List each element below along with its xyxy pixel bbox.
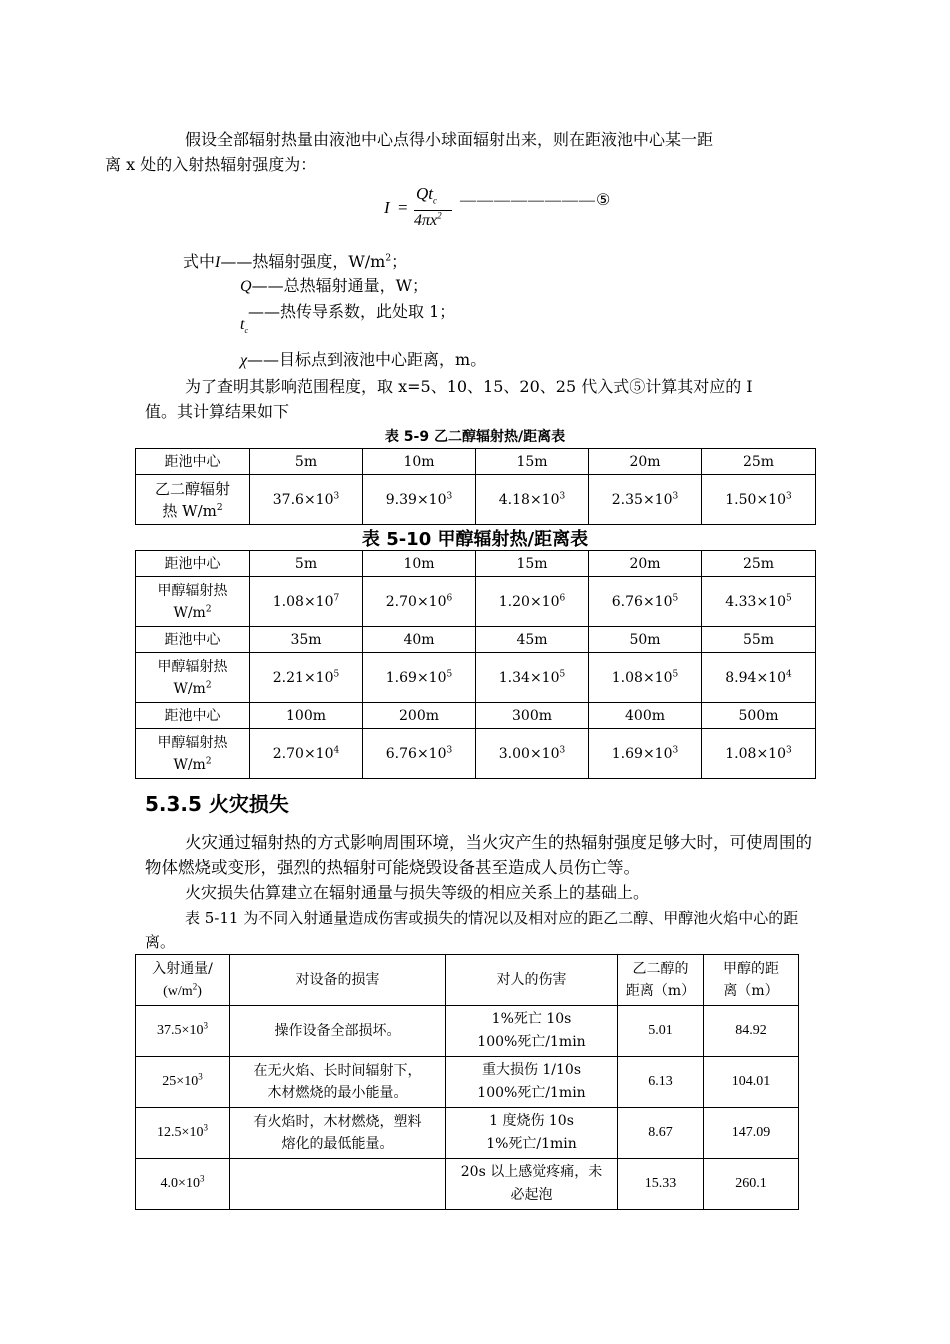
- formula-number: ————————⑤: [460, 192, 612, 209]
- definition-i: 式中I——热辐射强度，$W/m^2$；: [183, 252, 408, 271]
- table-row: 乙二醇辐射 热 $W/m^2$ $37.6\times 10^3$ $9.39\times 10^3$ $4.18\times 10^3$ $2.35\times 10^3$ $1.50\times 10^3$: [136, 475, 816, 525]
- calc-paragraph: 为了查明其影响范围程度，取 x=5、10、15、20、25 代入式⑤计算其对应的 I 值。其计算结果如下: [145, 377, 753, 421]
- section-paragraph-3: 表 5-11 为不同入射通量造成伤害或损失的情况以及相对应的距乙二醇、甲醇池火焰中心的距离。: [145, 909, 799, 951]
- intro-line-2: 离 x 处的入射热辐射强度为：: [105, 155, 317, 174]
- methanol-table: [135, 550, 816, 779]
- table-row: 距池中心 100m 200m 300m 400m 500m: [136, 703, 816, 729]
- table-row: 甲醇辐射热 $W/m^2$ $2.70\times 10^4$ $6.76\times 10^3$ $3.00\times 10^3$ $1.69\times 10^3$ $1.08\times 10^3$: [136, 729, 816, 779]
- fire-loss-table: [135, 954, 799, 1210]
- table2-caption: 表 5-10 甲醇辐射热/距离表: [361, 529, 589, 550]
- definition-q: Q——总热辐射通量，W；: [240, 276, 429, 295]
- table-row: 距池中心 5m 10m 15m 20m 25m: [136, 551, 816, 577]
- radiation-formula: [384, 184, 624, 234]
- table1-caption: 表 5-9 乙二醇辐射热/距离表: [384, 429, 566, 445]
- section-paragraph-1: 火灾通过辐射热的方式影响周围环境，当火灾产生的热辐射强度足够大时，可使周围的物体燃烧或变形，强烈的热辐射可能烧毁设备甚至造成人员伤亡等。: [145, 833, 812, 877]
- ethylene-glycol-table: [135, 448, 816, 525]
- intro-line-1: 假设全部辐射热量由液池中心点得小球面辐射出来，则在距液池中心某一距: [185, 130, 714, 149]
- table-row: $37.5\times 10^3$ 操作设备全部损坏。 1%死亡 10s 100%死亡/1min 5.01 84.92: [136, 1006, 799, 1057]
- section-paragraph-2: 火灾损失估算建立在辐射通量与损失等级的相应关系上的基础上。: [185, 883, 650, 902]
- intro-paragraph: [105, 127, 810, 177]
- formula-denominator: $4\pi x^2$: [414, 210, 442, 229]
- definition-tc: $t_c——$热传导系数，此处取 1；: [240, 302, 456, 336]
- table-row: 甲醇辐射热 $W/m^2$ $1.08\times 10^7$ $2.70\times 10^6$ $1.20\times 10^6$ $6.76\times 10^5$ $4.33\times 10^5$: [136, 577, 816, 627]
- table-row: 距池中心 5m 10m 15m 20m 25m: [136, 449, 816, 475]
- formula-lhs: I: [384, 198, 390, 217]
- table-row: 距池中心 35m 40m 45m 50m 55m: [136, 627, 816, 653]
- section-heading: 5.3.5 火灾损失: [145, 792, 289, 816]
- table-row: $12.5\times 10^3$ 有火焰时，木材燃烧，塑料 熔化的最低能量。 1 度烧伤 10s 1%死亡/1min 8.67 147.09: [136, 1108, 799, 1159]
- formula-equals: =: [398, 198, 408, 217]
- table-row: 甲醇辐射热 $W/m^2$ $2.21\times 10^5$ $1.69\times 10^5$ $1.34\times 10^5$ $1.08\times 10^5$ $8.94\times 10^4$: [136, 653, 816, 703]
- table-row: $4.0\times 10^3$ 20s 以上感觉疼痛，未 必起泡 15.33 260.1: [136, 1159, 799, 1210]
- table-row: $25\times 10^3$ 在无火焰、长时间辐射下， 木材燃烧的最小能量。 重大损伤 1/10s 100%死亡/1min 6.13 104.01: [136, 1057, 799, 1108]
- formula-numerator: $Qt_c$: [416, 184, 437, 206]
- table-row: 入射通量/ $(w/m^2)$ 对设备的损害 对人的伤害 乙二醇的 距离（m） 甲醇的距 离（m）: [136, 955, 799, 1006]
- definition-x: χ——目标点到液池中心距离，m。: [240, 350, 487, 369]
- fraction-bar: [414, 210, 452, 211]
